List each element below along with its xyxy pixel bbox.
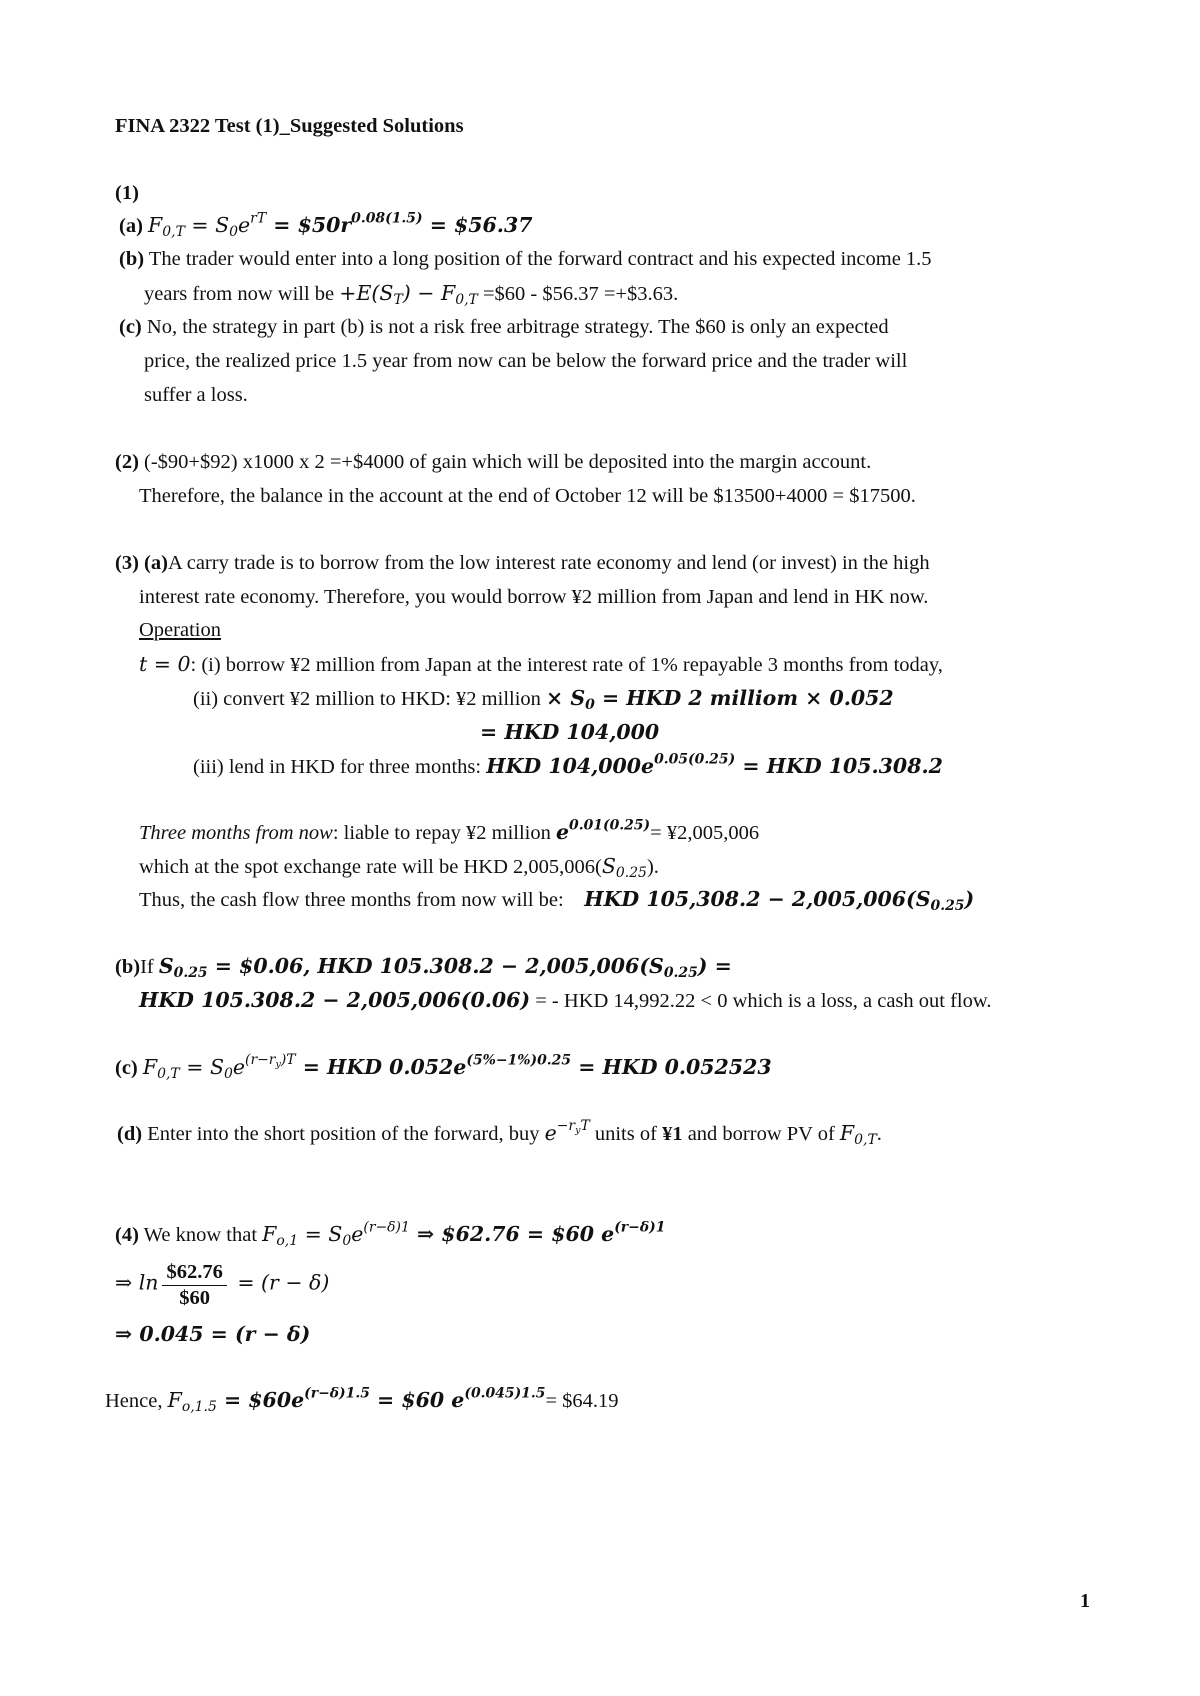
- q2-line1: [115, 452, 871, 473]
- q4-result-line: ⇒ 0.045 = (r − δ): [115, 1322, 311, 1346]
- hence-result: = $64.19: [545, 1390, 619, 1412]
- q4-label: (4): [115, 1224, 139, 1246]
- three-months-math: $e^{0.01(0.25)}$: [556, 817, 651, 844]
- q3d-math1: $e^{-r_yT}$: [544, 1118, 590, 1145]
- q1b-text: The trader would enter into a long position of the forward contract and his expected income 1.5: [148, 248, 932, 270]
- three-months-text: : liable to repay ¥2 million: [332, 822, 551, 844]
- iii-math: HKD $104,000e^{0.05(0.25)}$ = HKD 105.308.2: [486, 751, 943, 778]
- cash-text: Thus, the cash flow three months from now will be:: [139, 889, 564, 911]
- q4-line1: [115, 1219, 666, 1250]
- q3d-text2: units of: [594, 1123, 657, 1145]
- hence-math2: = $\$60e^{(r-\delta)1.5}$ = $60 $e^{(0.045)1.5}$: [216, 1385, 546, 1412]
- spot-math: $S_{0.25}$: [601, 854, 647, 882]
- q3b-text: = - HKD 14,992.22 < 0 which is a loss, a cash out flow.: [530, 990, 992, 1012]
- q3d-end: .: [876, 1123, 882, 1145]
- q1-number: (1): [115, 182, 139, 204]
- ln-result: = (r − δ): [230, 1270, 330, 1295]
- q3-spot-line: [139, 854, 659, 882]
- q3c-math2: = HKD $0.052e^{(5\%-1\%)0.25}$ = HKD 0.052523: [295, 1052, 772, 1079]
- operation-heading: Operation: [139, 619, 221, 641]
- q1c-text1: No, the strategy in part (b) is not a risk free arbitrage strategy. The $60 is only an expected: [146, 316, 889, 338]
- ln-prefix: ⇒ ln: [115, 1270, 159, 1295]
- q1b-label: (b): [119, 248, 145, 270]
- q3b-line2: [139, 990, 991, 1012]
- q3b-if: If: [140, 956, 154, 978]
- q3d-yen: ¥1: [662, 1123, 683, 1145]
- q3-t0-line: [139, 654, 943, 676]
- q2-text2: Therefore, the balance in the account at the end of October 12 will be $13500+4000 = $17500.: [139, 485, 916, 507]
- q4-math2: ⇒ $62.76 = $60 $e^{(r-\delta)1}$: [409, 1219, 666, 1246]
- q1c-text2: price, the realized price 1.5 year from now can be below the forward price and the trader will: [144, 350, 908, 372]
- q1c-line1: [119, 317, 889, 338]
- q1a-result: = $\$50r^{0.08(1.5)}$ = $56.37: [266, 210, 533, 237]
- iii-text: (iii) lend in HKD for three months:: [193, 756, 482, 778]
- ii-text: (ii) convert ¥2 million to HKD: ¥2 million: [193, 688, 541, 710]
- q1c-label: (c): [119, 316, 142, 338]
- ln-denominator: $60: [179, 1286, 211, 1309]
- q1b-line2: [144, 281, 679, 309]
- q1a-line: [119, 210, 533, 241]
- q3-cash-line: [139, 887, 975, 915]
- q1b-line1: [119, 249, 932, 270]
- q1a-math: $F_{0,T} = S_0e^{rT}$: [148, 210, 267, 241]
- ii-math: × $S_0$ = HKD 2 milliom × 0.052: [546, 686, 894, 714]
- q3a-line1: [115, 553, 930, 574]
- q4-intro: We know that: [143, 1224, 258, 1246]
- q3d-line: [117, 1118, 882, 1149]
- q2-label: (2): [115, 451, 139, 473]
- q3a-label: (a): [144, 552, 168, 574]
- q3-iii-line: [193, 751, 943, 778]
- q3a-text2: interest rate economy. Therefore, you would borrow ¥2 million from Japan and lend in HK now.: [139, 586, 929, 608]
- q3d-math2: $F_{0,T}$: [839, 1121, 877, 1149]
- ii-result: = HKD 104,000: [480, 720, 660, 744]
- hence-math1: $F_{o,1.5}$: [167, 1388, 217, 1416]
- q3b-label: (b): [115, 956, 141, 978]
- q3d-text3: and borrow PV of: [687, 1123, 835, 1145]
- q3c-line: [115, 1052, 772, 1083]
- q4-hence-line: [105, 1385, 619, 1416]
- cash-math: HKD $105,308.2 - 2,005,006(S_{0.25})$: [584, 887, 975, 915]
- q1c-text3: suffer a loss.: [144, 384, 248, 406]
- q1b-math: $+E(S_T) - F_{0,T}$: [339, 281, 478, 309]
- spot-end: ).: [646, 856, 659, 878]
- q3-label: (3): [115, 552, 139, 574]
- q1b-result: =$60 - $56.37 =+$3.63.: [477, 283, 679, 305]
- q3c-math1: $F_{0,T} = S_0e^{(r-r_y)T}$: [142, 1052, 296, 1083]
- ln-numerator: $62.76: [162, 1262, 226, 1286]
- q3d-text1: Enter into the short position of the forward, buy: [147, 1123, 540, 1145]
- t0-label: t = 0: [139, 652, 191, 676]
- q1a-label: (a): [119, 215, 143, 237]
- q3a-text1: A carry trade is to borrow from the low interest rate economy and lend (or invest) in the high: [167, 552, 930, 574]
- t0-text: : (i) borrow ¥2 million from Japan at the interest rate of 1% repayable 3 months from today,: [190, 654, 943, 676]
- q3-ii-line: [193, 686, 894, 714]
- q3b-line1: [115, 954, 732, 982]
- q3-three-months-line: [139, 817, 760, 844]
- page-number: 1: [1080, 1590, 1090, 1612]
- ln-fraction: [162, 1262, 226, 1308]
- three-months-amount: = ¥2,005,006: [650, 822, 760, 844]
- spot-text: which at the spot exchange rate will be HKD 2,005,006(: [139, 856, 602, 878]
- three-months-label: Three months from now: [139, 822, 333, 844]
- q4-math1: $F_{o,1} = S_0e^{(r-\delta)1}$: [262, 1219, 410, 1250]
- q1b-text2: years from now will be: [144, 283, 335, 305]
- q4-ln-line: [115, 1262, 329, 1308]
- q3d-label: (d): [117, 1123, 143, 1145]
- q2-text1: (-$90+$92) x1000 x 2 =+$4000 of gain which will be deposited into the margin account.: [144, 451, 872, 473]
- q3b-math1: $S_{0.25}$ = $0.06, HKD $105.308.2 - 2,005,006(S_{0.25})$ =: [158, 954, 732, 982]
- hence-text: Hence,: [105, 1390, 163, 1412]
- page-title: FINA 2322 Test (1)_Suggested Solutions: [115, 115, 464, 137]
- q3c-label: (c): [115, 1057, 138, 1079]
- q3b-math2: HKD 105.308.2 − 2,005,006(0.06): [139, 988, 531, 1012]
